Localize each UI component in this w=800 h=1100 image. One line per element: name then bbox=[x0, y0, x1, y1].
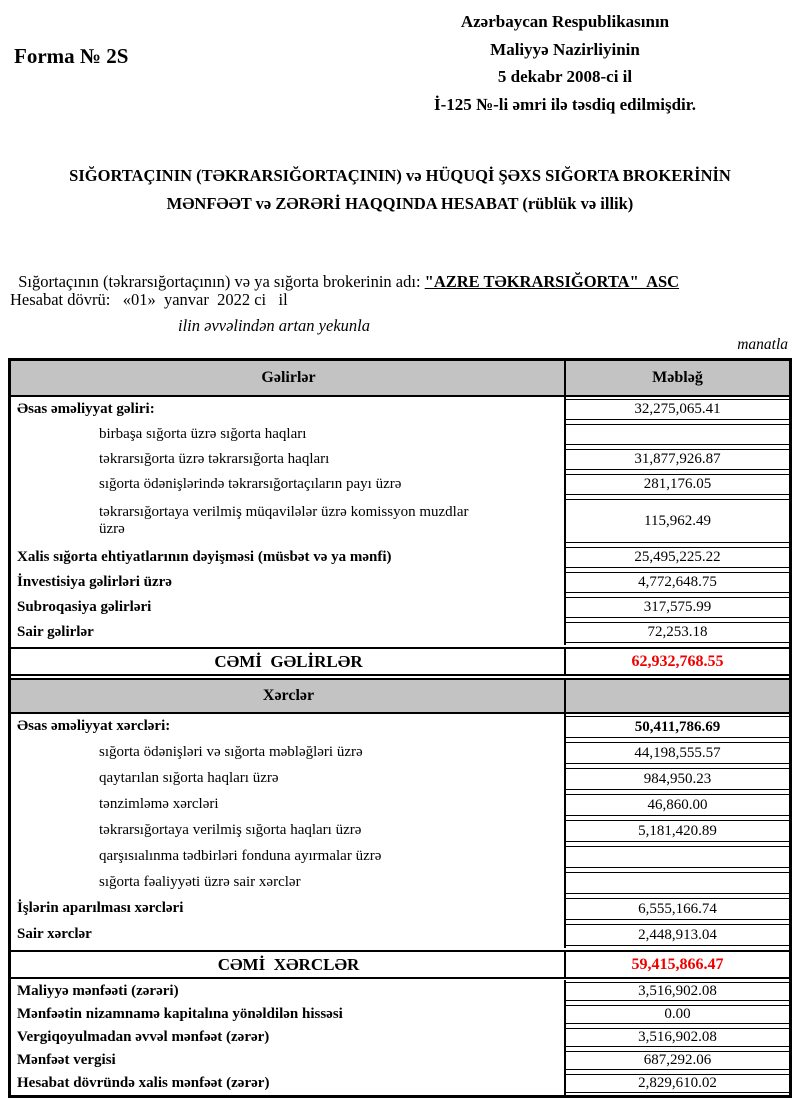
row-value-cell bbox=[564, 1049, 789, 1072]
row-value-cell bbox=[564, 620, 789, 645]
expense-total-value: 59,415,866.47 bbox=[631, 955, 724, 973]
row-value: 32,275,065.41 bbox=[566, 399, 789, 420]
row-label: Mənfəətin nizamnamə kapitalına yönəldilən hissəsi bbox=[17, 1005, 343, 1022]
table-row bbox=[11, 472, 789, 497]
table-row bbox=[11, 497, 789, 545]
approval-note bbox=[335, 8, 795, 118]
table-row bbox=[11, 1072, 789, 1095]
income-rows bbox=[11, 397, 789, 645]
insurer-name-line bbox=[10, 252, 794, 292]
expense-total-value-cell bbox=[564, 952, 789, 977]
report-period-line: Hesabat dövrü: «01» yanvar 2022 ci il bbox=[10, 290, 288, 309]
row-value-cell bbox=[564, 1026, 789, 1049]
table-row bbox=[11, 766, 789, 792]
row-value: 317,575.99 bbox=[566, 597, 789, 618]
row-label: sığorta ödənişləri və sığorta məbləğləri üzrə bbox=[99, 744, 363, 761]
row-label: Maliyyə mənfəəti (zərəri) bbox=[17, 982, 179, 999]
row-value: 2,829,610.02 bbox=[566, 1074, 789, 1093]
row-value: 281,176.05 bbox=[566, 474, 789, 495]
report-title-line2: MƏNFƏƏT və ZƏRƏRİ HAQQINDA HESABAT (rüblük və illik) bbox=[166, 194, 634, 214]
row-label: Xalis sığorta ehtiyatlarının dəyişməsi (müsbət və ya mənfi) bbox=[17, 548, 392, 565]
row-value-cell bbox=[564, 870, 789, 896]
table-row bbox=[11, 397, 789, 422]
row-value: 44,198,555.57 bbox=[566, 742, 789, 764]
row-value bbox=[566, 424, 789, 445]
row-label: sığorta ödənişlərində təkrarsığortaçıların payı üzrə bbox=[99, 475, 402, 492]
row-label: Mənfəət vergisi bbox=[17, 1051, 116, 1068]
table-row bbox=[11, 980, 789, 1003]
row-value-cell bbox=[564, 844, 789, 870]
table-row bbox=[11, 792, 789, 818]
row-value bbox=[566, 846, 789, 868]
row-label: İnvestisiya gəlirləri üzrə bbox=[17, 573, 172, 590]
row-value: 46,860.00 bbox=[566, 794, 789, 816]
income-total-label: CƏMİ GƏLİRLƏR bbox=[214, 651, 363, 671]
row-value: 2,448,913.04 bbox=[566, 924, 789, 946]
approval-note-line: 5 dekabr 2008-ci il bbox=[497, 67, 633, 87]
row-label: İşlərin aparılması xərcləri bbox=[17, 900, 184, 917]
form-number-label: Forma № 2S bbox=[14, 44, 129, 68]
row-label: Hesabat dövründə xalis mənfəət (zərər) bbox=[17, 1074, 270, 1091]
table-row bbox=[11, 1026, 789, 1049]
row-value: 115,962.49 bbox=[566, 499, 789, 543]
income-total-value: 62,932,768.55 bbox=[631, 652, 724, 670]
approval-note-line: Maliyyə Nazirliyinin bbox=[490, 39, 640, 59]
result-rows bbox=[11, 980, 789, 1095]
row-value-cell bbox=[564, 980, 789, 1003]
row-value-cell bbox=[564, 545, 789, 570]
row-value: 50,411,786.69 bbox=[566, 716, 789, 738]
expense-rows bbox=[11, 714, 789, 948]
row-value: 984,950.23 bbox=[566, 768, 789, 790]
row-value-cell bbox=[564, 397, 789, 422]
row-value-cell bbox=[564, 447, 789, 472]
income-section-header bbox=[11, 361, 789, 397]
period-note: ilin əvvəlindən artan yekunla bbox=[178, 316, 370, 335]
row-value-cell bbox=[564, 766, 789, 792]
expense-total-label: CƏMİ XƏRCLƏR bbox=[217, 954, 360, 974]
row-value: 5,181,420.89 bbox=[566, 820, 789, 842]
row-value: 72,253.18 bbox=[566, 622, 789, 643]
row-value-cell bbox=[564, 818, 789, 844]
row-label: Subroqasiya gəlirləri bbox=[17, 598, 152, 615]
expense-header-empty-cell bbox=[564, 680, 789, 712]
row-value-cell bbox=[564, 896, 789, 922]
report-title-line1: SIĞORTAÇININ (TƏKRARSIĞORTAÇININ) və HÜQUQİ ŞƏXS SIĞORTA BROKERİNİN bbox=[69, 166, 731, 185]
table-row bbox=[11, 620, 789, 645]
row-label: birbaşa sığorta üzrə sığorta haqları bbox=[99, 425, 307, 442]
table-row bbox=[11, 1003, 789, 1026]
row-value bbox=[566, 872, 789, 894]
row-value-cell bbox=[564, 714, 789, 740]
row-value: 3,516,902.08 bbox=[566, 982, 789, 1001]
row-value-cell bbox=[564, 422, 789, 447]
report-title bbox=[0, 162, 800, 218]
insurer-name-value: "AZRE TƏKRARSIĞORTA" ASC bbox=[424, 272, 680, 291]
row-value: 3,516,902.08 bbox=[566, 1028, 789, 1047]
row-value-cell bbox=[564, 595, 789, 620]
table-row bbox=[11, 447, 789, 472]
row-value: 25,495,225.22 bbox=[566, 547, 789, 568]
row-label: Əsas əməliyyat gəliri: bbox=[17, 400, 155, 417]
row-value-cell bbox=[564, 1072, 789, 1095]
table-row bbox=[11, 922, 789, 948]
row-label: təkrarsığortaya verilmiş müqavilələr üzrə komissyon muzdlar üzrə bbox=[99, 503, 469, 537]
row-value-cell bbox=[564, 1003, 789, 1026]
row-value-cell bbox=[564, 570, 789, 595]
income-total-value-cell bbox=[564, 649, 789, 674]
row-value-cell bbox=[564, 472, 789, 497]
table-row bbox=[11, 870, 789, 896]
row-value: 687,292.06 bbox=[566, 1051, 789, 1070]
report-table bbox=[8, 358, 792, 1098]
row-value-cell bbox=[564, 792, 789, 818]
row-label: tənzimləmə xərcləri bbox=[99, 796, 219, 813]
insurer-name-label: Sığortaçının (təkrarsığortaçının) və ya sığorta brokerinin adı: bbox=[18, 272, 425, 291]
expense-header-label: Xərclər bbox=[262, 686, 315, 704]
income-total-row bbox=[11, 647, 789, 676]
table-row bbox=[11, 714, 789, 740]
row-value: 31,877,926.87 bbox=[566, 449, 789, 470]
row-value: 4,772,648.75 bbox=[566, 572, 789, 593]
expense-total-row bbox=[11, 950, 789, 979]
row-label: təkrarsığortaya verilmiş sığorta haqları üzrə bbox=[99, 822, 362, 839]
table-row bbox=[11, 545, 789, 570]
row-label: qaytarılan sığorta haqları üzrə bbox=[99, 770, 279, 787]
row-value-cell bbox=[564, 740, 789, 766]
currency-note: manatla bbox=[737, 336, 788, 353]
row-value-cell bbox=[564, 922, 789, 948]
row-label: qarşısıalınma tədbirləri fonduna ayırmalar üzrə bbox=[99, 848, 382, 865]
table-row bbox=[11, 896, 789, 922]
table-row bbox=[11, 1049, 789, 1072]
row-value-cell bbox=[564, 497, 789, 545]
row-label: sığorta fəaliyyəti üzrə sair xərclər bbox=[99, 874, 301, 891]
table-row bbox=[11, 740, 789, 766]
table-row bbox=[11, 595, 789, 620]
row-label: Sair xərclər bbox=[17, 926, 92, 943]
expense-section-header bbox=[11, 678, 789, 714]
row-label: təkrarsığorta üzrə təkrarsığorta haqları bbox=[99, 450, 330, 467]
approval-note-line: Azərbaycan Respublikasının bbox=[460, 12, 670, 31]
row-label: Əsas əməliyyat xərcləri: bbox=[17, 718, 171, 735]
amount-header-label: Məbləğ bbox=[564, 361, 789, 395]
income-header-label: Gəlirlər bbox=[261, 368, 316, 386]
row-label: Vergiqoyulmadan əvvəl mənfəət (zərər) bbox=[17, 1028, 270, 1045]
table-row bbox=[11, 844, 789, 870]
row-label: Sair gəlirlər bbox=[17, 623, 94, 640]
table-row bbox=[11, 818, 789, 844]
table-row bbox=[11, 570, 789, 595]
table-row bbox=[11, 422, 789, 447]
row-value: 6,555,166.74 bbox=[566, 898, 789, 920]
row-value: 0.00 bbox=[566, 1005, 789, 1024]
approval-note-line: İ-125 №-li əmri ilə təsdiq edilmişdir. bbox=[434, 94, 696, 114]
